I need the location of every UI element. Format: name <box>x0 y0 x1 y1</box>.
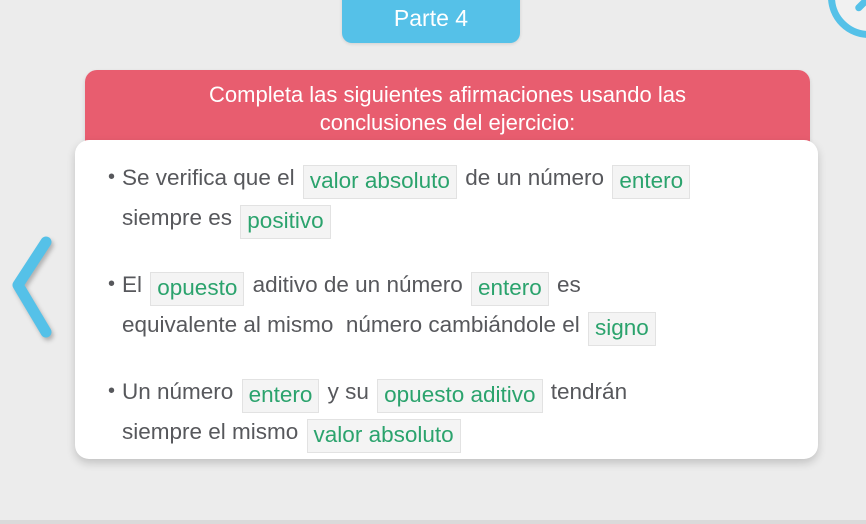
answer-box[interactable]: entero <box>612 165 690 199</box>
statement-text: Se verifica que el <box>122 165 301 190</box>
statement-text: y su <box>321 379 376 404</box>
answer-box[interactable]: positivo <box>240 205 330 239</box>
answer-box[interactable]: valor absoluto <box>307 419 461 453</box>
statement-item <box>108 266 788 346</box>
bullet-glyph: • <box>108 166 116 188</box>
answer-box[interactable]: opuesto <box>150 272 244 306</box>
statement-text: Un número <box>122 379 240 404</box>
bullet-glyph: • <box>108 273 116 295</box>
statement-text: siempre el mismo <box>122 419 305 444</box>
answer-box[interactable]: entero <box>242 379 320 413</box>
statement-text: aditivo de un número <box>246 272 469 297</box>
parte-tab-label: Parte 4 <box>393 5 469 31</box>
statement-item <box>108 373 788 453</box>
parte-tab[interactable] <box>342 0 520 43</box>
statement-text: El <box>122 272 149 297</box>
chevron-left-icon <box>6 233 58 341</box>
statement-text: de un número <box>458 165 611 190</box>
answer-box[interactable]: opuesto aditivo <box>377 379 542 413</box>
answer-box[interactable]: entero <box>471 272 549 306</box>
answer-box[interactable]: valor absoluto <box>303 165 457 199</box>
back-button[interactable] <box>6 233 58 341</box>
statements-card <box>75 140 818 459</box>
close-button[interactable] <box>828 0 866 38</box>
instruction-line-2: conclusiones del ejercicio: <box>319 110 576 135</box>
answer-box[interactable]: signo <box>588 312 656 346</box>
statements-list <box>75 140 818 453</box>
statement-text: siempre es <box>122 205 239 230</box>
bottom-edge-strip <box>0 520 866 524</box>
statement-text: es <box>550 272 581 297</box>
instruction-line-1: Completa las siguientes afirmaciones usando las <box>209 82 686 107</box>
statement-text: equivalente al mismo número cambiándole el <box>122 312 586 337</box>
bullet-glyph: • <box>108 380 116 402</box>
statement-text: tendrán <box>544 379 628 404</box>
statement-item <box>108 159 788 239</box>
